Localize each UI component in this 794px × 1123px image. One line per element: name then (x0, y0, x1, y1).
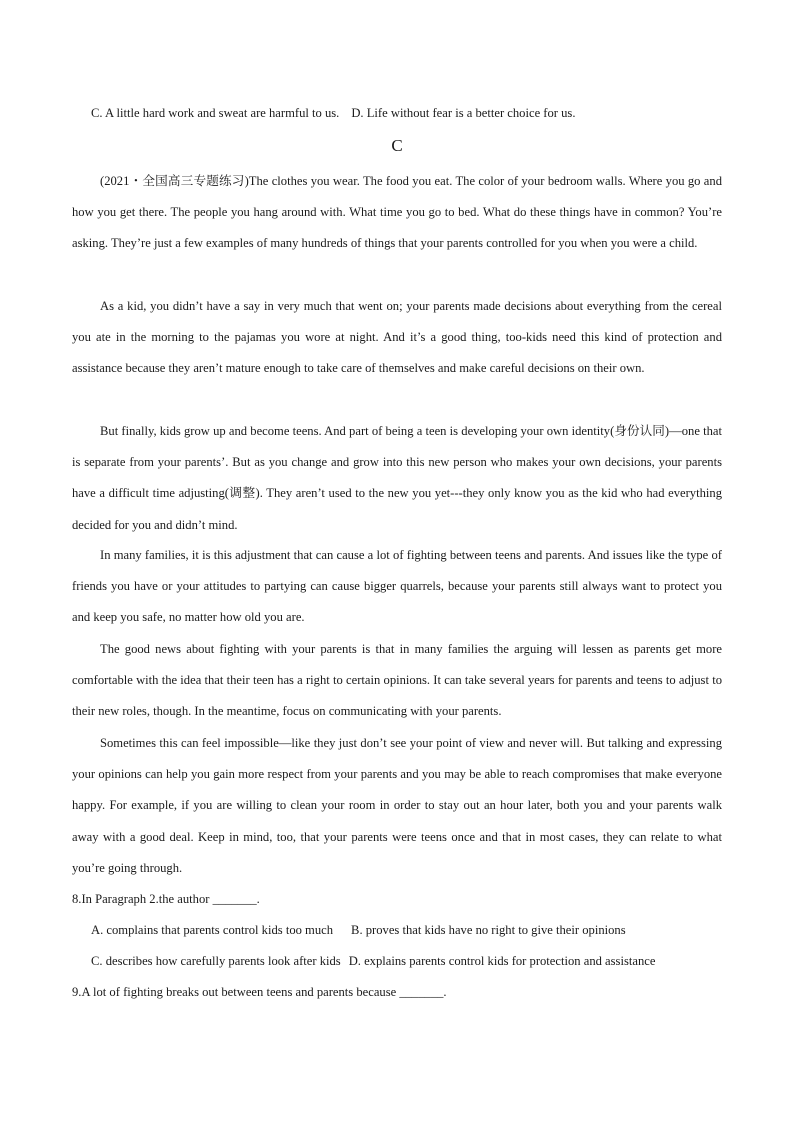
passage-paragraph-4: In many families, it is this adjustment that can cause a lot of fighting between teens and parents. And issues like the type of friends you have or your attitudes to partying can cause bigger quarrels, because your parents still always want to protect you and keep you safe, no matter how old you are. (72, 548, 722, 625)
option-d: D. explains parents control kids for protection and assistance (348, 954, 656, 968)
passage-paragraph-5: The good news about fighting with your parents is that in many families the arguing will lessen as parents get more comfortable with the idea that their teen has a right to certain opinions. It can take several years for parents and teens to adjust to their new roles, though. In the meantime, focus on communicating with your parents. (72, 642, 722, 719)
passage-paragraph-1: (2021・全国高三专题练习)The clothes you wear. The food you eat. The color of your bedroom walls. Where you go and how you get there. The people you hang around with. What time you go to bed. What do these things have in common? You’re asking. They’re just a few examples of many hundreds of things that your parents controlled for you when you were a child. (72, 174, 722, 251)
question-8-stem: 8.In Paragraph 2.the author _______. (72, 892, 260, 906)
option-b: B. proves that kids have no right to give their opinions (351, 923, 626, 937)
section-heading: C (391, 136, 403, 155)
passage-paragraph-2: As a kid, you didn’t have a say in very much that went on; your parents made decisions about everything from the cereal you ate in the morning to the pajamas you wore at night. And it’s a good thing, too-kids need this kind of protection and assistance because they aren’t mature enough to take care of themselves and make careful decisions on their own. (72, 299, 722, 376)
question-8-options-row-2 (91, 953, 655, 969)
question-9-stem: 9.A lot of fighting breaks out between teens and parents because _______. (72, 985, 447, 999)
option-a: A. complains that parents control kids too much (91, 923, 334, 937)
passage-paragraph-3: But finally, kids grow up and become teens. And part of being a teen is developing your own identity(身份认同)—one that is separate from your parents’. But as you change and grow into this new person who makes your own decisions, your parents have a difficult time adjusting(调整). They aren’t used to the new you yet---they only know you as the kid who had everything decided for you and didn’t mind. (72, 424, 722, 532)
option-d: D. Life without fear is a better choice for us. (351, 106, 576, 120)
option-c: C. A little hard work and sweat are harmful to us. (91, 106, 340, 120)
passage-paragraph-6: Sometimes this can feel impossible—like they just don’t see your point of view and never will. But talking and expressing your opinions can help you gain more respect from your parents and you may be able to reach compromises that make everyone happy. For example, if you are willing to clean your room in order to stay out an hour later, both you and your parents walk away with a good deal. Keep in mind, too, that your parents were teens once and that in most cases, they can relate to what you’re going through. (72, 736, 722, 875)
previous-question-options (91, 105, 575, 121)
option-c: C. describes how carefully parents look after kids (91, 954, 341, 968)
question-8-options-row-1 (91, 922, 626, 938)
